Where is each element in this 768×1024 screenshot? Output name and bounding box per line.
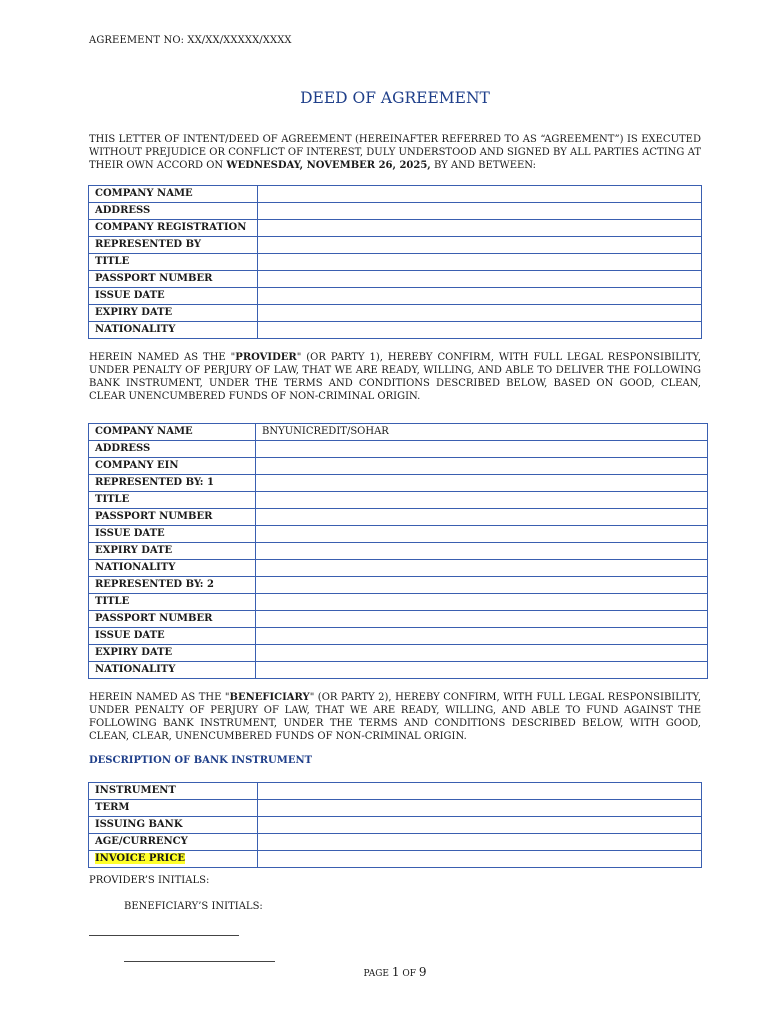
document-title: DEED OF AGREEMENT	[300, 89, 490, 107]
intro-text-after: BY AND BETWEEN:	[430, 160, 537, 171]
instrument-label	[89, 817, 258, 834]
provider-value-field[interactable]	[258, 288, 702, 305]
beneficiary-row	[89, 458, 708, 475]
instrument-value-field[interactable]	[258, 834, 702, 851]
beneficiary-value-field[interactable]	[256, 577, 708, 594]
intro-text-before: THIS LETTER OF INTENT/DEED OF AGREEMENT (HEREINAFTER REFERRED TO AS “AGREEMENT”) IS EXECUTED WITHOUT PREJUDICE OR CONFLICT OF INTEREST, DULY UNDERSTOOD AND SIGNED BY ALL PARTIES ACTING AT THEIR OWN ACCORD ON	[89, 134, 701, 171]
instrument-label	[89, 834, 258, 851]
beneficiary-value-field[interactable]	[256, 458, 708, 475]
provider-label	[89, 220, 258, 237]
beneficiary-label-text: PASSPORT NUMBER	[95, 511, 213, 522]
provider-label-text: TITLE	[95, 256, 130, 267]
beneficiary-value-field[interactable]	[256, 628, 708, 645]
provider-label-text: ISSUE DATE	[95, 290, 165, 301]
instrument-value-field[interactable]	[258, 783, 702, 800]
beneficiary-para-after: " (OR PARTY 2), HEREBY CONFIRM, WITH FULL LEGAL RESPONSIBILITY, UNDER PENALTY OF PERJURY OF LAW, THAT WE ARE READY, WILLING, AND ABLE TO FUND AGAINST THE FOLLOWING BANK INSTRUMENT, UNDER THE TERMS AND CONDITIONS DESCRIBED BELOW, WITH GOOD, CLEAN, CLEAR, UNENCUMBERED FUNDS OF NON-CRIMINAL ORIGIN.	[89, 692, 702, 742]
beneficiary-row	[89, 424, 708, 441]
beneficiary-label	[89, 441, 256, 458]
instrument-table	[88, 782, 702, 868]
beneficiary-info-table	[88, 423, 708, 679]
provider-row	[89, 220, 702, 237]
provider-label-text: PASSPORT NUMBER	[95, 273, 213, 284]
instrument-label-text: AGE/CURRENCY	[95, 836, 188, 847]
instrument-label	[89, 800, 258, 817]
provider-label-text: ADDRESS	[95, 205, 151, 216]
provider-value-field[interactable]	[258, 322, 702, 339]
beneficiary-value-field[interactable]: BNYUNICREDIT/SOHAR	[256, 424, 708, 441]
beneficiary-value-field[interactable]	[256, 509, 708, 526]
provider-signature-line[interactable]	[89, 935, 239, 936]
beneficiary-label	[89, 594, 256, 611]
provider-label	[89, 288, 258, 305]
beneficiary-label-text: COMPANY NAME	[95, 426, 193, 437]
provider-row	[89, 288, 702, 305]
instrument-value-field[interactable]	[258, 851, 702, 868]
provider-label	[89, 271, 258, 288]
provider-value-field[interactable]	[258, 220, 702, 237]
beneficiary-value-field[interactable]	[256, 611, 708, 628]
provider-label	[89, 305, 258, 322]
page-footer	[0, 965, 768, 979]
beneficiary-initials-label: BENEFICIARY’S INITIALS:	[124, 901, 263, 912]
beneficiary-label	[89, 458, 256, 475]
instrument-row	[89, 851, 702, 868]
beneficiary-para-before: HEREIN NAMED AS THE "	[89, 692, 230, 703]
beneficiary-value-field[interactable]	[256, 594, 708, 611]
beneficiary-row	[89, 543, 708, 560]
instrument-row	[89, 783, 702, 800]
beneficiary-row	[89, 441, 708, 458]
provider-row	[89, 186, 702, 203]
page-total: 9	[418, 965, 427, 979]
beneficiary-value-field[interactable]	[256, 475, 708, 492]
provider-label-text: NATIONALITY	[95, 324, 176, 335]
beneficiary-value-field[interactable]	[256, 492, 708, 509]
instrument-label	[89, 783, 258, 800]
provider-info-table	[88, 185, 702, 339]
provider-value-field[interactable]	[258, 186, 702, 203]
beneficiary-label	[89, 611, 256, 628]
beneficiary-row	[89, 594, 708, 611]
provider-row	[89, 305, 702, 322]
provider-value-field[interactable]	[258, 203, 702, 220]
page-number: 1	[391, 965, 400, 979]
beneficiary-label	[89, 526, 256, 543]
beneficiary-label-text: REPRESENTED BY: 1	[95, 477, 214, 488]
instrument-value-field[interactable]	[258, 817, 702, 834]
provider-row	[89, 271, 702, 288]
intro-date: WEDNESDAY, NOVEMBER 26, 2025,	[226, 160, 431, 171]
beneficiary-label	[89, 662, 256, 679]
instrument-row	[89, 817, 702, 834]
beneficiary-value-field[interactable]	[256, 441, 708, 458]
beneficiary-label-text: ISSUE DATE	[95, 528, 165, 539]
beneficiary-value-field[interactable]	[256, 543, 708, 560]
beneficiary-paragraph	[89, 691, 701, 743]
beneficiary-value-field[interactable]	[256, 645, 708, 662]
beneficiary-label	[89, 645, 256, 662]
beneficiary-label	[89, 492, 256, 509]
beneficiary-label	[89, 509, 256, 526]
beneficiary-label-text: NATIONALITY	[95, 664, 176, 675]
beneficiary-row	[89, 492, 708, 509]
provider-row	[89, 237, 702, 254]
beneficiary-row	[89, 526, 708, 543]
provider-label	[89, 322, 258, 339]
provider-value-field[interactable]	[258, 305, 702, 322]
beneficiary-label	[89, 560, 256, 577]
instrument-label-text: INVOICE PRICE	[95, 853, 185, 864]
beneficiary-label-text: COMPANY EIN	[95, 460, 179, 471]
provider-value-field[interactable]	[258, 254, 702, 271]
beneficiary-value-field[interactable]	[256, 560, 708, 577]
page-word: PAGE	[363, 969, 392, 979]
beneficiary-label-text: PASSPORT NUMBER	[95, 613, 213, 624]
beneficiary-label	[89, 424, 256, 441]
instrument-row	[89, 834, 702, 851]
beneficiary-row	[89, 475, 708, 492]
beneficiary-row	[89, 628, 708, 645]
agreement-number: AGREEMENT NO: XX/XX/XXXXX/XXXX	[89, 35, 292, 46]
beneficiary-label	[89, 475, 256, 492]
beneficiary-row	[89, 611, 708, 628]
beneficiary-value-field[interactable]	[256, 662, 708, 679]
beneficiary-row	[89, 509, 708, 526]
provider-label-text: COMPANY NAME	[95, 188, 193, 199]
beneficiary-label	[89, 628, 256, 645]
provider-para-before: HEREIN NAMED AS THE "	[89, 352, 236, 363]
provider-value-field[interactable]	[258, 237, 702, 254]
provider-paragraph	[89, 351, 701, 403]
beneficiary-label-text: REPRESENTED BY: 2	[95, 579, 214, 590]
instrument-heading: DESCRIPTION OF BANK INSTRUMENT	[89, 755, 313, 766]
beneficiary-signature-line[interactable]	[124, 961, 275, 962]
intro-paragraph	[89, 133, 701, 172]
provider-label	[89, 203, 258, 220]
beneficiary-label-text: ISSUE DATE	[95, 630, 165, 641]
instrument-label-text: ISSUING BANK	[95, 819, 183, 830]
provider-label-text: EXPIRY DATE	[95, 307, 173, 318]
beneficiary-label-text: EXPIRY DATE	[95, 647, 173, 658]
beneficiary-value-field[interactable]	[256, 526, 708, 543]
provider-initials-label: PROVIDER’S INITIALS:	[89, 875, 210, 886]
provider-label-text: REPRESENTED BY	[95, 239, 202, 250]
provider-label	[89, 186, 258, 203]
beneficiary-row	[89, 577, 708, 594]
provider-para-after: " (OR PARTY 1), HEREBY CONFIRM, WITH FULL LEGAL RESPONSIBILITY, UNDER PENALTY OF PERJURY OF LAW, THAT WE ARE READY, WILLING, AND ABLE TO DELIVER THE FOLLOWING BANK INSTRUMENT, UNDER THE TERMS AND CONDITIONS DESCRIBED BELOW, BASED ON GOOD, CLEAN, CLEAR UNENCUMBERED FUNDS OF NON-CRIMINAL ORIGIN.	[89, 352, 702, 402]
provider-role: PROVIDER	[235, 352, 297, 363]
provider-label-text: COMPANY REGISTRATION	[95, 222, 247, 233]
beneficiary-label	[89, 577, 256, 594]
beneficiary-label	[89, 543, 256, 560]
instrument-value-field[interactable]	[258, 800, 702, 817]
instrument-row	[89, 800, 702, 817]
provider-label	[89, 254, 258, 271]
provider-row	[89, 322, 702, 339]
beneficiary-label-text: NATIONALITY	[95, 562, 176, 573]
instrument-label-text: INSTRUMENT	[95, 785, 176, 796]
beneficiary-label-text: EXPIRY DATE	[95, 545, 173, 556]
provider-row	[89, 254, 702, 271]
beneficiary-label-text: ADDRESS	[95, 443, 151, 454]
instrument-label	[89, 851, 258, 868]
provider-label	[89, 237, 258, 254]
beneficiary-role: BENEFICIARY	[229, 692, 310, 703]
instrument-label-text: TERM	[95, 802, 130, 813]
beneficiary-label-text: TITLE	[95, 596, 130, 607]
of-word: OF	[399, 969, 419, 979]
beneficiary-row	[89, 560, 708, 577]
beneficiary-row	[89, 662, 708, 679]
provider-row	[89, 203, 702, 220]
beneficiary-row	[89, 645, 708, 662]
provider-value-field[interactable]	[258, 271, 702, 288]
beneficiary-label-text: TITLE	[95, 494, 130, 505]
